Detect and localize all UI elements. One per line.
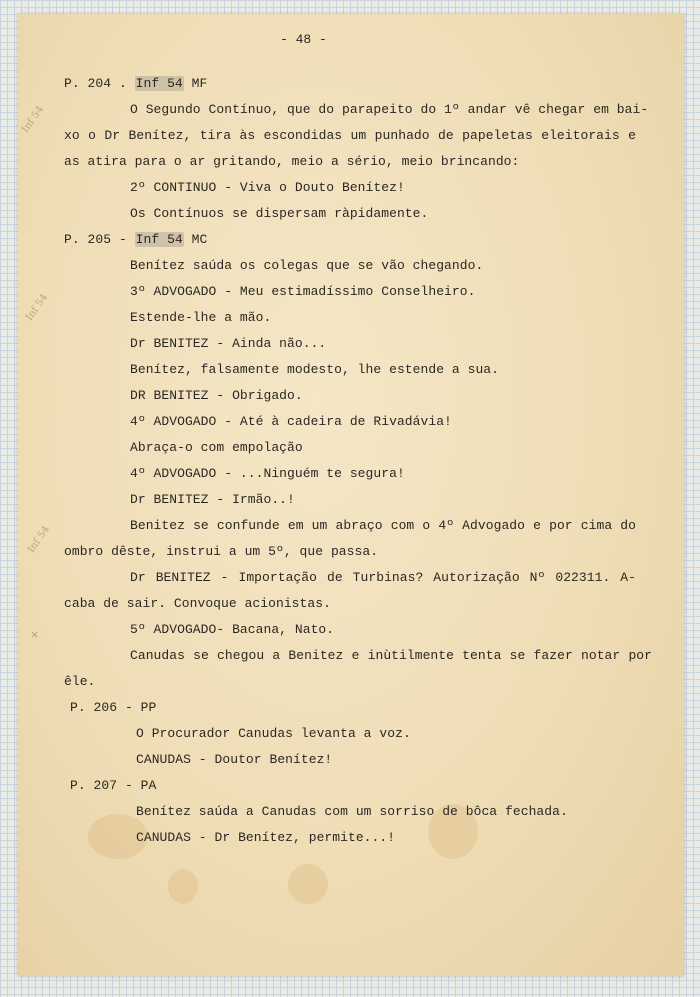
dialogue-line: CANUDAS - Doutor Benítez! xyxy=(136,752,333,767)
typescript-page xyxy=(18,14,684,976)
scene-heading xyxy=(64,232,207,248)
page-number: - 48 - xyxy=(280,32,327,47)
scene-label: P. 204 . xyxy=(64,76,127,91)
dialogue-line: 4º ADVOGADO - Até à cadeira de Rivadávia! xyxy=(130,414,452,429)
action-line: Benitez se confunde em um abraço com o 4º Advogado e por cima do xyxy=(130,518,636,533)
dialogue-line: caba de sair. Convoque acionistas. xyxy=(64,596,331,611)
dialogue-line: Dr BENITEZ - Importação de Turbinas? Autorização Nº 022311. A- xyxy=(130,570,636,585)
scene-label: P. 205 - xyxy=(64,232,127,247)
action-line: O Segundo Contínuo, que do parapeito do 1º andar vê chegar em bai- xyxy=(130,102,649,117)
action-line: Canudas se chegou a Benitez e inùtilmente tenta se fazer notar por xyxy=(130,648,652,663)
action-line: Benítez saúda a Canudas com um sorriso de bôca fechada. xyxy=(136,804,568,819)
dialogue-line: Dr BENITEZ - Ainda não... xyxy=(130,336,327,351)
dialogue-line: 4º ADVOGADO - ...Ninguém te segura! xyxy=(130,466,405,481)
pencil-x-mark: × xyxy=(30,628,40,641)
dialogue-line: 5º ADVOGADO- Bacana, Nato. xyxy=(130,622,335,637)
action-line: Os Contínuos se dispersam ràpidamente. xyxy=(130,206,429,221)
scene-heading: P. 206 - PP xyxy=(70,700,157,715)
margin-pencil-note: Inf 54 xyxy=(23,292,51,323)
dialogue-line: 3º ADVOGADO - Meu estimadíssimo Conselheiro. xyxy=(130,284,476,299)
dialogue-line: DR BENITEZ - Obrigado. xyxy=(130,388,303,403)
scene-heading: P. 207 - PA xyxy=(70,778,157,793)
shot-code: Inf 54 xyxy=(135,232,183,247)
paper-stain xyxy=(288,864,328,904)
action-line: ombro dêste, instrui a um 5º, que passa. xyxy=(64,544,379,559)
shot-type: MF xyxy=(191,76,208,91)
action-line: O Procurador Canudas levanta a voz. xyxy=(136,726,411,741)
dialogue-line: CANUDAS - Dr Benítez, permite...! xyxy=(136,830,396,845)
paper-stain xyxy=(168,869,198,904)
action-line: Benítez, falsamente modesto, lhe estende a sua. xyxy=(130,362,500,377)
margin-pencil-note: Inf 54 xyxy=(25,524,53,555)
action-line: êle. xyxy=(64,674,96,689)
action-line: as atira para o ar gritando, meio a sério, meio brincando: xyxy=(64,154,520,169)
action-line: Benítez saúda os colegas que se vão chegando. xyxy=(130,258,484,273)
action-line: Abraça-o com empolação xyxy=(130,440,303,455)
shot-type: MC xyxy=(191,232,208,247)
dialogue-line: 2º CONTINUO - Viva o Douto Benítez! xyxy=(130,180,405,195)
margin-pencil-note: Inf 54 xyxy=(19,104,47,135)
shot-code: Inf 54 xyxy=(135,76,183,91)
dialogue-line: Dr BENITEZ - Irmão..! xyxy=(130,492,295,507)
action-line: Estende-lhe a mão. xyxy=(130,310,272,325)
scene-heading xyxy=(64,76,207,92)
action-line: xo o Dr Benítez, tira às escondidas um punhado de papeletas eleitorais e xyxy=(64,128,636,143)
